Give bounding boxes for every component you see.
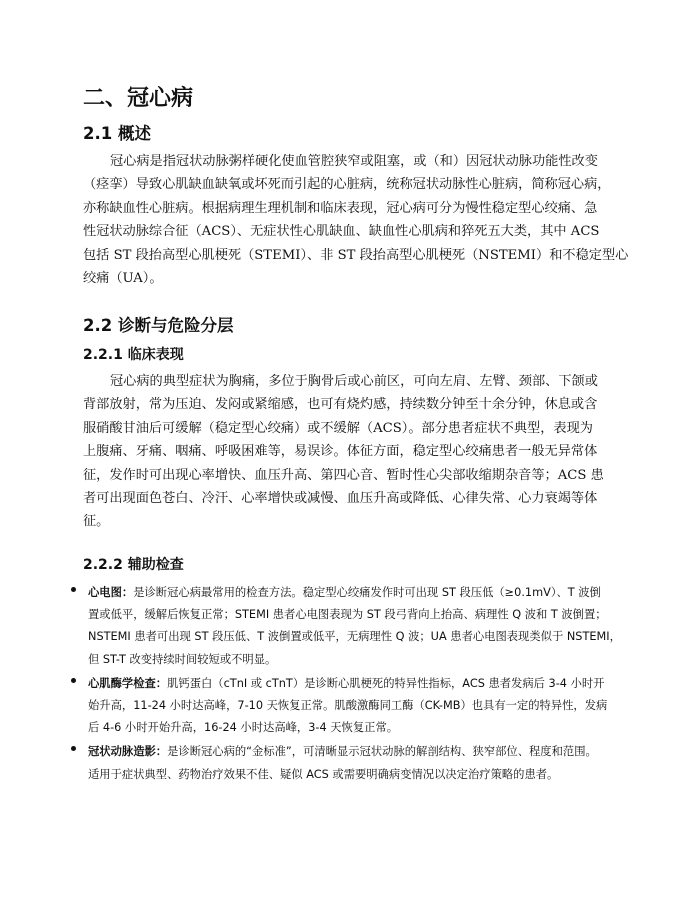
section-2-2-1-title: 2.2.1 临床表现 — [83, 347, 184, 363]
list-item-term: 心肌酶学检查： — [88, 676, 168, 690]
list-item-term: 心电图： — [88, 586, 134, 599]
list-item — [83, 582, 643, 671]
paragraph-line: 性冠状动脉综合征（ACS）、无症状性心肌缺血、缺血性心肌病和猝死五大类，其中 ACS — [83, 224, 600, 240]
list-item-first-line — [88, 582, 643, 604]
paragraph-line: 上腹痛、牙痛、咽痛、呼吸困难等，易误诊。体征方面，稳定型心绞痛患者一般无异常体 — [83, 444, 598, 460]
list-item-text: 是诊断冠心病最常用的检查方法。稳定型心绞痛发作时可出现 ST 段压低（≥0.1mV）、T 波倒 — [133, 586, 601, 599]
list-item-line: 但 ST-T 改变持续时间较短或不明显。 — [88, 652, 277, 666]
list-item-text: 肌钙蛋白（cTnI 或 cTnT）是诊断心肌梗死的特异性指标，ACS 患者发病后 3-4 小时开 — [167, 676, 605, 690]
paragraph-line: 亦称缺血性心脏病。根据病理生理机制和临床表现，冠心病可分为慢性稳定型心绞痛、急 — [83, 200, 598, 216]
section-2-1-title: 2.1 概述 — [83, 124, 151, 143]
list-item-first-line — [88, 741, 643, 763]
chapter-heading: 二、冠心病 — [83, 86, 194, 111]
list-item-term: 冠状动脉造影： — [88, 745, 168, 759]
list-item — [83, 673, 643, 740]
exam-list — [83, 582, 643, 788]
bullet-icon — [71, 587, 76, 592]
section-2-1-paragraph — [83, 150, 629, 290]
paragraph-line: 绞痛（UA）。 — [83, 270, 163, 286]
list-item-line: 置或低平，缓解后恢复正常；STEMI 患者心电图表现为 ST 段弓背向上抬高、病理性 Q 波和 T 波倒置； — [88, 608, 607, 622]
list-item — [83, 741, 643, 785]
list-item-line: 后 4-6 小时开始升高，16-24 小时达高峰，3-4 天恢复正常。 — [88, 721, 399, 735]
list-item-line: 始升高，11-24 小时达高峰，7-10 天恢复正常。肌酸激酶同工酶（CK-MB）也具有一定的特异性，发病 — [88, 699, 608, 713]
section-2-2-title: 2.2 诊断与危险分层 — [83, 316, 234, 335]
paragraph-line: 包括 ST 段抬高型心肌梗死（STEMI）、非 ST 段抬高型心肌梗死（NSTEMI）和不稳定型心 — [83, 247, 629, 263]
list-item-first-line — [88, 673, 643, 695]
section-2-2-2-title: 2.2.2 辅助检查 — [83, 557, 184, 573]
list-item-line: 适用于症状典型、药物治疗效果不佳、疑似 ACS 或需要明确病变情况以决定治疗策略的患者。 — [88, 767, 559, 781]
paragraph-line: 冠心病的典型症状为胸痛，多位于胸骨后或心前区，可向左肩、左臂、颈部、下颌或 — [110, 374, 598, 389]
paragraph-line: （痉挛）导致心肌缺血缺氧或坏死而引起的心脏病，统称冠状动脉性心脏病，简称冠心病， — [83, 177, 611, 193]
paragraph-line: 冠心病是指冠状动脉粥样硬化使血管腔狭窄或阻塞，或（和）因冠状动脉功能性改变 — [110, 154, 598, 169]
list-item-line: NSTEMI 患者可出现 ST 段压低、T 波倒置或低平，无病理性 Q 波；UA 患者心电图表现类似于 NSTEMI， — [88, 630, 621, 644]
paragraph-line: 者可出现面色苍白、冷汗、心率增快或减慢、血压升高或降低、心律失常、心力衰竭等体 — [83, 490, 598, 506]
list-item-text: 是诊断冠心病的“金标准”，可清晰显示冠状动脉的解剖结构、狭窄部位、程度和范围。 — [167, 745, 597, 759]
paragraph-line: 服硝酸甘油后可缓解（稳定型心绞痛）或不缓解（ACS）。部分患者症状不典型，表现为 — [83, 420, 593, 436]
bullet-icon — [71, 678, 76, 683]
bullet-icon — [71, 746, 76, 751]
paragraph-line: 背部放射，常为压迫、发闷或紧缩感，也可有烧灼感，持续数分钟至十余分钟，休息或含 — [83, 397, 598, 413]
section-2-2-1-paragraph — [83, 370, 623, 534]
paragraph-line: 征。 — [83, 514, 110, 530]
paragraph-line: 征，发作时可出现心率增快、血压升高、第四心音、暂时性心尖部收缩期杂音等；ACS 患 — [83, 467, 604, 483]
